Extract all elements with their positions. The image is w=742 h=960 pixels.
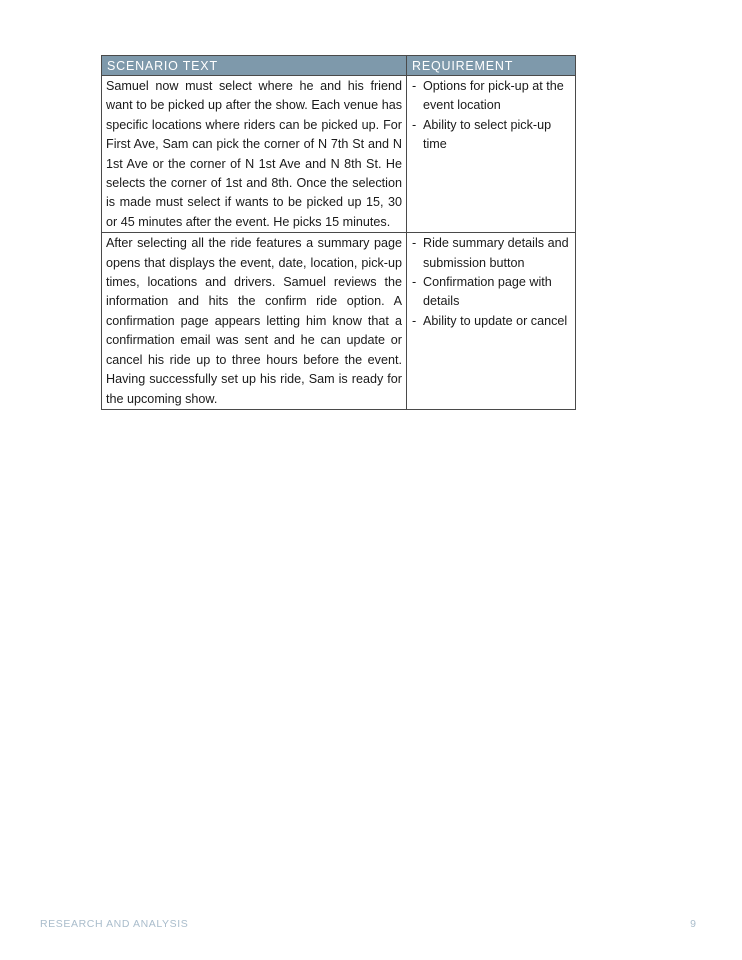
list-item: - Confirmation page with details	[411, 273, 571, 312]
header-requirement: REQUIREMENT	[407, 56, 576, 76]
list-item: - Ride summary details and submission button	[411, 234, 571, 273]
requirement-cell	[407, 76, 576, 233]
footer-section-title: RESEARCH AND ANALYSIS	[40, 918, 189, 930]
list-item: - Ability to update or cancel	[411, 312, 571, 331]
requirement-list	[411, 77, 571, 155]
scenario-cell: After selecting all the ride features a summary page opens that displays the event, date, location, pick-up times, locations and drivers. Samuel reviews the information and hits the confirm ride option. A confirmation page appears letting him know that a confirmation email was sent and he can update or cancel his ride up to three hours before the event. Having successfully set up his ride, Sam is ready for the upcoming show.	[102, 233, 407, 410]
list-item: - Options for pick-up at the event location	[411, 77, 571, 116]
requirement-list	[411, 234, 571, 331]
header-scenario-text: SCENARIO TEXT	[102, 56, 407, 76]
list-item: - Ability to select pick-up time	[411, 116, 571, 155]
requirement-cell	[407, 233, 576, 410]
scenario-cell: Samuel now must select where he and his friend want to be picked up after the show. Each venue has specific locations where riders can be picked up. For First Ave, Sam can pick the corner of N 7th St and N 1st Ave or the corner of N 1st Ave and N 8th St. He selects the corner of 1st and 8th. Once the selection is made must select if wants to be picked up 15, 30 or 45 minutes after the event. He picks 15 minutes.	[102, 76, 407, 233]
table-header-row	[102, 56, 576, 76]
page-number: 9	[690, 918, 696, 930]
table-row	[102, 76, 576, 233]
table-row	[102, 233, 576, 410]
scenario-requirements-table	[101, 55, 576, 410]
